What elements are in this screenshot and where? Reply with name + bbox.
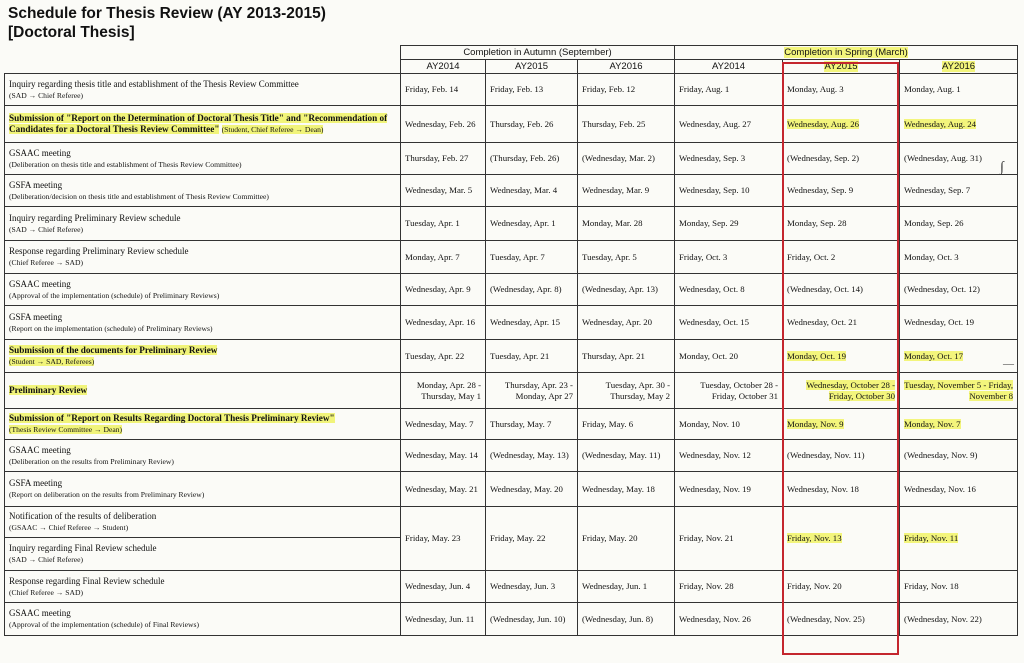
date-cell (900, 106, 1018, 143)
date-value: Wednesday, Nov. 19 (679, 483, 751, 494)
date-cell (783, 207, 900, 241)
date-cell (900, 241, 1018, 274)
item-route: (Student → SAD, Referees) (9, 357, 95, 366)
date-cell (486, 507, 578, 571)
date-value: Friday, Feb. 12 (582, 84, 636, 95)
date-cell (900, 603, 1018, 636)
schedule-item (5, 175, 401, 207)
date-cell (900, 472, 1018, 507)
item-title: Inquiry regarding Preliminary Review schedule (9, 212, 181, 223)
date-cell (900, 507, 1018, 571)
schedule-item (5, 274, 401, 306)
header-spring-text: Completion in Spring (March) (784, 47, 908, 58)
item-route: (Approval of the implementation (schedule) of Final Reviews) (9, 620, 200, 629)
header-year: AY2014 (675, 60, 783, 74)
date-value: Wednesday, Nov. 12 (679, 450, 751, 461)
table-row (5, 409, 1018, 440)
date-value: Thursday, May. 7 (490, 418, 552, 429)
date-cell (900, 340, 1018, 373)
date-cell (900, 74, 1018, 106)
header-year: AY2014 (401, 60, 486, 74)
date-value: Thursday, Feb. 27 (405, 153, 469, 164)
date-value: Wednesday, May. 20 (490, 483, 563, 494)
item-route: (Report on deliberation on the results from Preliminary Review) (9, 490, 205, 499)
date-cell (578, 340, 675, 373)
item-title: Submission of "Report on the Determination of Doctoral Thesis Title" and "Recommendation of Candidates for a Doctoral Thesis Review Committee" (9, 113, 388, 134)
date-value: Wednesday, Sep. 10 (679, 185, 750, 196)
item-title: Submission of "Report on Results Regarding Doctoral Thesis Preliminary Review" (9, 413, 335, 423)
date-cell (486, 340, 578, 373)
date-value: Monday, Sep. 28 (787, 218, 847, 229)
schedule-item (5, 538, 401, 571)
date-value: Wednesday, Apr. 15 (490, 317, 561, 328)
date-cell (783, 571, 900, 603)
date-value: Friday, May. 20 (582, 533, 638, 544)
date-value: Wednesday, Apr. 20 (582, 317, 653, 328)
date-value: Friday, Feb. 14 (405, 84, 459, 95)
item-title: Notification of the results of deliberation (9, 511, 157, 521)
date-cell (675, 507, 783, 571)
table-row (5, 603, 1018, 636)
header-year: AY2016 (578, 60, 675, 74)
date-cell (578, 472, 675, 507)
date-value: (Wednesday, Apr. 13) (582, 284, 658, 295)
date-value: Wednesday, Apr. 9 (405, 284, 471, 295)
date-cell (486, 603, 578, 636)
schedule-item (5, 472, 401, 507)
date-cell (578, 603, 675, 636)
date-value: (Thursday, Feb. 26) (490, 153, 560, 164)
date-cell (486, 440, 578, 472)
date-cell (578, 175, 675, 207)
date-value: Monday, Oct. 3 (904, 251, 959, 262)
header-year-text: AY2015 (824, 61, 858, 72)
date-cell (401, 340, 486, 373)
date-cell (486, 274, 578, 306)
header-spring (675, 46, 1018, 60)
date-cell (401, 143, 486, 175)
date-value: Monday, Apr. 28 - Thursday, May 1 (416, 380, 481, 401)
date-cell (900, 571, 1018, 603)
date-value: (Wednesday, Nov. 9) (904, 450, 978, 461)
date-cell (401, 571, 486, 603)
date-value: Tuesday, Apr. 21 (490, 350, 550, 361)
item-title: GSFA meeting (9, 311, 63, 322)
schedule-item (5, 507, 401, 538)
header-year (783, 60, 900, 74)
schedule-item (5, 74, 401, 106)
table-row (5, 340, 1018, 373)
date-cell (486, 472, 578, 507)
date-value: Wednesday, Sep. 9 (787, 185, 854, 196)
schedule-item (5, 340, 401, 373)
date-cell (783, 74, 900, 106)
date-value: Wednesday, Nov. 26 (679, 613, 751, 624)
date-value: Friday, Oct. 3 (679, 251, 728, 262)
item-route: (Deliberation on thesis title and establishment of Thesis Review Committee) (9, 159, 242, 169)
date-cell (486, 306, 578, 340)
date-cell (675, 306, 783, 340)
date-value: (Wednesday, Jun. 8) (582, 613, 654, 624)
date-cell (578, 306, 675, 340)
date-value: Wednesday, Mar. 9 (582, 185, 650, 196)
date-value: Wednesday, May. 21 (405, 483, 478, 494)
date-cell (900, 274, 1018, 306)
date-value: Monday, Aug. 3 (787, 84, 844, 95)
date-value: Thursday, Apr. 23 - Monday, Apr 27 (504, 380, 573, 401)
date-cell (900, 175, 1018, 207)
item-route: (Report on the implementation (schedule) of Preliminary Reviews) (9, 323, 213, 333)
schedule-item (5, 440, 401, 472)
date-cell (401, 274, 486, 306)
date-value: Wednesday, Sep. 7 (904, 185, 971, 196)
date-value: Friday, Nov. 20 (787, 581, 842, 592)
table-row (5, 507, 1018, 538)
date-cell (578, 106, 675, 143)
date-value: Monday, Nov. 10 (679, 418, 740, 429)
date-cell (401, 603, 486, 636)
table-row (5, 106, 1018, 143)
date-cell (578, 274, 675, 306)
date-cell (783, 340, 900, 373)
date-cell (578, 409, 675, 440)
date-cell (783, 143, 900, 175)
item-route: (Student, Chief Referee → Dean) (221, 125, 324, 134)
date-cell (675, 440, 783, 472)
handwritten-check-mark: ∫ (1000, 160, 1004, 175)
header-autumn: Completion in Autumn (September) (401, 46, 675, 60)
date-cell (900, 306, 1018, 340)
date-cell (578, 440, 675, 472)
date-value: Tuesday, Apr. 5 (582, 251, 637, 262)
date-cell (578, 207, 675, 241)
date-cell (783, 507, 900, 571)
schedule-item (5, 571, 401, 603)
date-cell (783, 373, 900, 409)
date-value: Friday, Nov. 13 (787, 533, 842, 544)
date-cell (675, 175, 783, 207)
date-value: Monday, Aug. 1 (904, 84, 961, 95)
date-cell (401, 207, 486, 241)
date-value: (Wednesday, May. 13) (490, 450, 569, 461)
date-value: (Wednesday, Nov. 25) (787, 613, 865, 624)
date-cell (675, 603, 783, 636)
date-value: Wednesday, Aug. 26 (787, 118, 860, 129)
date-value: Wednesday, Apr. 16 (405, 317, 476, 328)
date-value: (Wednesday, Sep. 2) (787, 153, 860, 164)
header-year (900, 60, 1018, 74)
date-value: Thursday, Feb. 26 (490, 118, 554, 129)
date-cell (675, 274, 783, 306)
date-cell (486, 74, 578, 106)
date-cell (401, 409, 486, 440)
table-row (5, 74, 1018, 106)
date-cell (578, 507, 675, 571)
date-value: Thursday, Feb. 25 (582, 118, 646, 129)
item-route: (SAD → Chief Referee) (9, 224, 84, 234)
header-year: AY2015 (486, 60, 578, 74)
document-title (8, 4, 326, 42)
date-value: Tuesday, October 28 - Friday, October 31 (700, 380, 779, 401)
item-route: (Approval of the implementation (schedule) of Preliminary Reviews) (9, 290, 220, 300)
date-cell (675, 373, 783, 409)
date-value: Wednesday, Oct. 15 (679, 317, 750, 328)
header-blank (5, 46, 401, 74)
item-title: Inquiry regarding Final Review schedule (9, 543, 157, 553)
schedule-table (4, 45, 1018, 636)
item-title: Submission of the documents for Preliminary Review (9, 345, 218, 355)
date-cell (401, 106, 486, 143)
table-row (5, 274, 1018, 306)
date-cell (401, 74, 486, 106)
date-value: (Wednesday, Oct. 12) (904, 284, 980, 295)
date-cell (486, 373, 578, 409)
item-route: (Thesis Review Committee → Dean) (9, 425, 123, 434)
title-line-1: Schedule for Thesis Review (AY 2013-2015) (8, 5, 326, 22)
date-value: Friday, Nov. 28 (679, 581, 734, 592)
item-route: (SAD → Chief Referee) (9, 90, 84, 100)
item-title: Inquiry regarding thesis title and establishment of the Thesis Review Committee (9, 78, 299, 89)
table-row (5, 207, 1018, 241)
table-row (5, 175, 1018, 207)
title-line-2: [Doctoral Thesis] (8, 24, 135, 41)
date-cell (578, 74, 675, 106)
date-cell (783, 274, 900, 306)
date-value: Wednesday, Jun. 4 (405, 581, 471, 592)
date-value: Wednesday, Apr. 1 (490, 218, 556, 229)
schedule-item (5, 241, 401, 274)
date-value: (Wednesday, Nov. 22) (904, 613, 982, 624)
date-cell (675, 74, 783, 106)
date-cell (675, 472, 783, 507)
item-title: GSAAC meeting (9, 147, 71, 158)
date-value: Friday, May. 23 (405, 533, 461, 544)
date-value: Friday, Feb. 13 (490, 84, 544, 95)
date-value: Wednesday, Sep. 3 (679, 153, 746, 164)
date-cell (675, 143, 783, 175)
item-route: (SAD → Chief Referee) (9, 555, 84, 564)
date-cell (783, 241, 900, 274)
item-route: (Deliberation on the results from Preliminary Review) (9, 456, 174, 466)
table-row (5, 143, 1018, 175)
date-cell (578, 373, 675, 409)
date-value: Tuesday, Apr. 1 (405, 218, 460, 229)
date-cell (486, 241, 578, 274)
date-value: Monday, Nov. 7 (904, 418, 961, 429)
date-cell (783, 472, 900, 507)
date-value: Wednesday, Feb. 26 (405, 118, 476, 129)
date-cell (675, 340, 783, 373)
date-value: Monday, Sep. 29 (679, 218, 739, 229)
date-value: (Wednesday, Nov. 11) (787, 450, 865, 461)
date-value: Wednesday, May. 14 (405, 450, 478, 461)
date-cell (900, 409, 1018, 440)
item-title: Response regarding Final Review schedule (9, 575, 165, 586)
table-row (5, 241, 1018, 274)
date-value: Wednesday, Oct. 8 (679, 284, 745, 295)
date-value: Wednesday, October 28 - Friday, October 30 (806, 380, 896, 401)
schedule-item (5, 207, 401, 241)
date-cell (401, 241, 486, 274)
date-value: (Wednesday, Oct. 14) (787, 284, 863, 295)
item-title: GSAAC meeting (9, 278, 71, 289)
schedule-item (5, 409, 401, 440)
date-value: Monday, Nov. 9 (787, 418, 844, 429)
date-cell (675, 207, 783, 241)
date-value: Tuesday, Apr. 7 (490, 251, 545, 262)
item-route: (Deliberation/decision on thesis title and establishment of Thesis Review Committee) (9, 191, 269, 201)
date-cell (401, 306, 486, 340)
table-row (5, 306, 1018, 340)
date-value: Wednesday, May. 18 (582, 483, 655, 494)
date-value: Friday, Oct. 2 (787, 251, 836, 262)
date-cell (675, 241, 783, 274)
date-value: Monday, Apr. 7 (405, 251, 460, 262)
table-row (5, 373, 1018, 409)
date-cell (578, 571, 675, 603)
date-value: Monday, Oct. 17 (904, 350, 964, 361)
date-value: Wednesday, Nov. 18 (787, 483, 859, 494)
date-value: (Wednesday, Apr. 8) (490, 284, 562, 295)
schedule-item (5, 306, 401, 340)
item-route: (Chief Referee → SAD) (9, 258, 84, 267)
date-cell (578, 241, 675, 274)
date-value: (Wednesday, May. 11) (582, 450, 661, 461)
date-value: Wednesday, Mar. 5 (405, 185, 473, 196)
item-title: GSAAC meeting (9, 608, 71, 618)
date-value: Wednesday, Jun. 3 (490, 581, 556, 592)
date-value: Wednesday, Aug. 24 (904, 118, 977, 129)
table-row (5, 571, 1018, 603)
date-value: Wednesday, Mar. 4 (490, 185, 558, 196)
schedule-item (5, 373, 401, 409)
date-cell (900, 207, 1018, 241)
date-cell (401, 373, 486, 409)
date-value: Monday, Mar. 28 (582, 218, 643, 229)
date-value: Monday, Oct. 20 (679, 350, 739, 361)
date-cell (578, 143, 675, 175)
date-value: Tuesday, Apr. 30 - Thursday, May 2 (605, 380, 671, 401)
header-row-groups (5, 46, 1018, 60)
date-value: Wednesday, May. 7 (405, 418, 474, 429)
item-title: Response regarding Preliminary Review schedule (9, 246, 189, 256)
date-value: Friday, May. 6 (582, 418, 634, 429)
handwritten-dash-mark: — (1003, 358, 1014, 370)
date-cell (401, 175, 486, 207)
schedule-item (5, 143, 401, 175)
date-cell (900, 440, 1018, 472)
date-value: Wednesday, Oct. 19 (904, 317, 975, 328)
schedule-item (5, 603, 401, 636)
date-value: Friday, Aug. 1 (679, 84, 730, 95)
date-cell (675, 106, 783, 143)
date-cell (783, 603, 900, 636)
date-value: Wednesday, Nov. 16 (904, 483, 976, 494)
date-value: Thursday, Apr. 21 (582, 350, 645, 361)
date-value: (Wednesday, Aug. 31) (904, 153, 982, 164)
date-value: Wednesday, Aug. 27 (679, 118, 752, 129)
date-value: Tuesday, November 5 - Friday, November 8 (904, 380, 1014, 401)
date-value: Friday, Nov. 11 (904, 533, 959, 544)
date-value: Wednesday, Oct. 21 (787, 317, 858, 328)
date-value: (Wednesday, Mar. 2) (582, 153, 655, 164)
table-row (5, 472, 1018, 507)
date-cell (675, 409, 783, 440)
date-cell (783, 409, 900, 440)
date-value: Friday, Nov. 21 (679, 533, 734, 544)
date-cell (486, 175, 578, 207)
date-value: Wednesday, Jun. 1 (582, 581, 648, 592)
item-title: GSFA meeting (9, 478, 63, 488)
item-title: GSFA meeting (9, 179, 63, 190)
date-value: Friday, Nov. 18 (904, 581, 959, 592)
date-cell (783, 440, 900, 472)
header-year-text: AY2016 (941, 61, 976, 72)
date-cell (783, 175, 900, 207)
item-title: Preliminary Review (9, 385, 88, 395)
date-value: Wednesday, Jun. 11 (405, 613, 475, 624)
date-cell (783, 306, 900, 340)
date-cell (675, 571, 783, 603)
date-value: (Wednesday, Jun. 10) (490, 613, 566, 624)
date-value: Tuesday, Apr. 22 (405, 350, 465, 361)
date-cell (486, 571, 578, 603)
date-cell (900, 373, 1018, 409)
date-cell (486, 409, 578, 440)
date-value: Monday, Sep. 26 (904, 218, 964, 229)
table-row (5, 440, 1018, 472)
date-cell (486, 207, 578, 241)
item-route: (GSAAC → Chief Referee → Student) (9, 523, 129, 532)
date-cell (401, 472, 486, 507)
date-value: Monday, Oct. 19 (787, 350, 847, 361)
date-value: Friday, May. 22 (490, 533, 546, 544)
date-cell (401, 507, 486, 571)
date-cell (401, 440, 486, 472)
item-route: (Chief Referee → SAD) (9, 587, 84, 597)
schedule-item (5, 106, 401, 143)
date-cell (783, 106, 900, 143)
date-cell (486, 143, 578, 175)
date-cell (486, 106, 578, 143)
item-title: GSAAC meeting (9, 444, 71, 455)
